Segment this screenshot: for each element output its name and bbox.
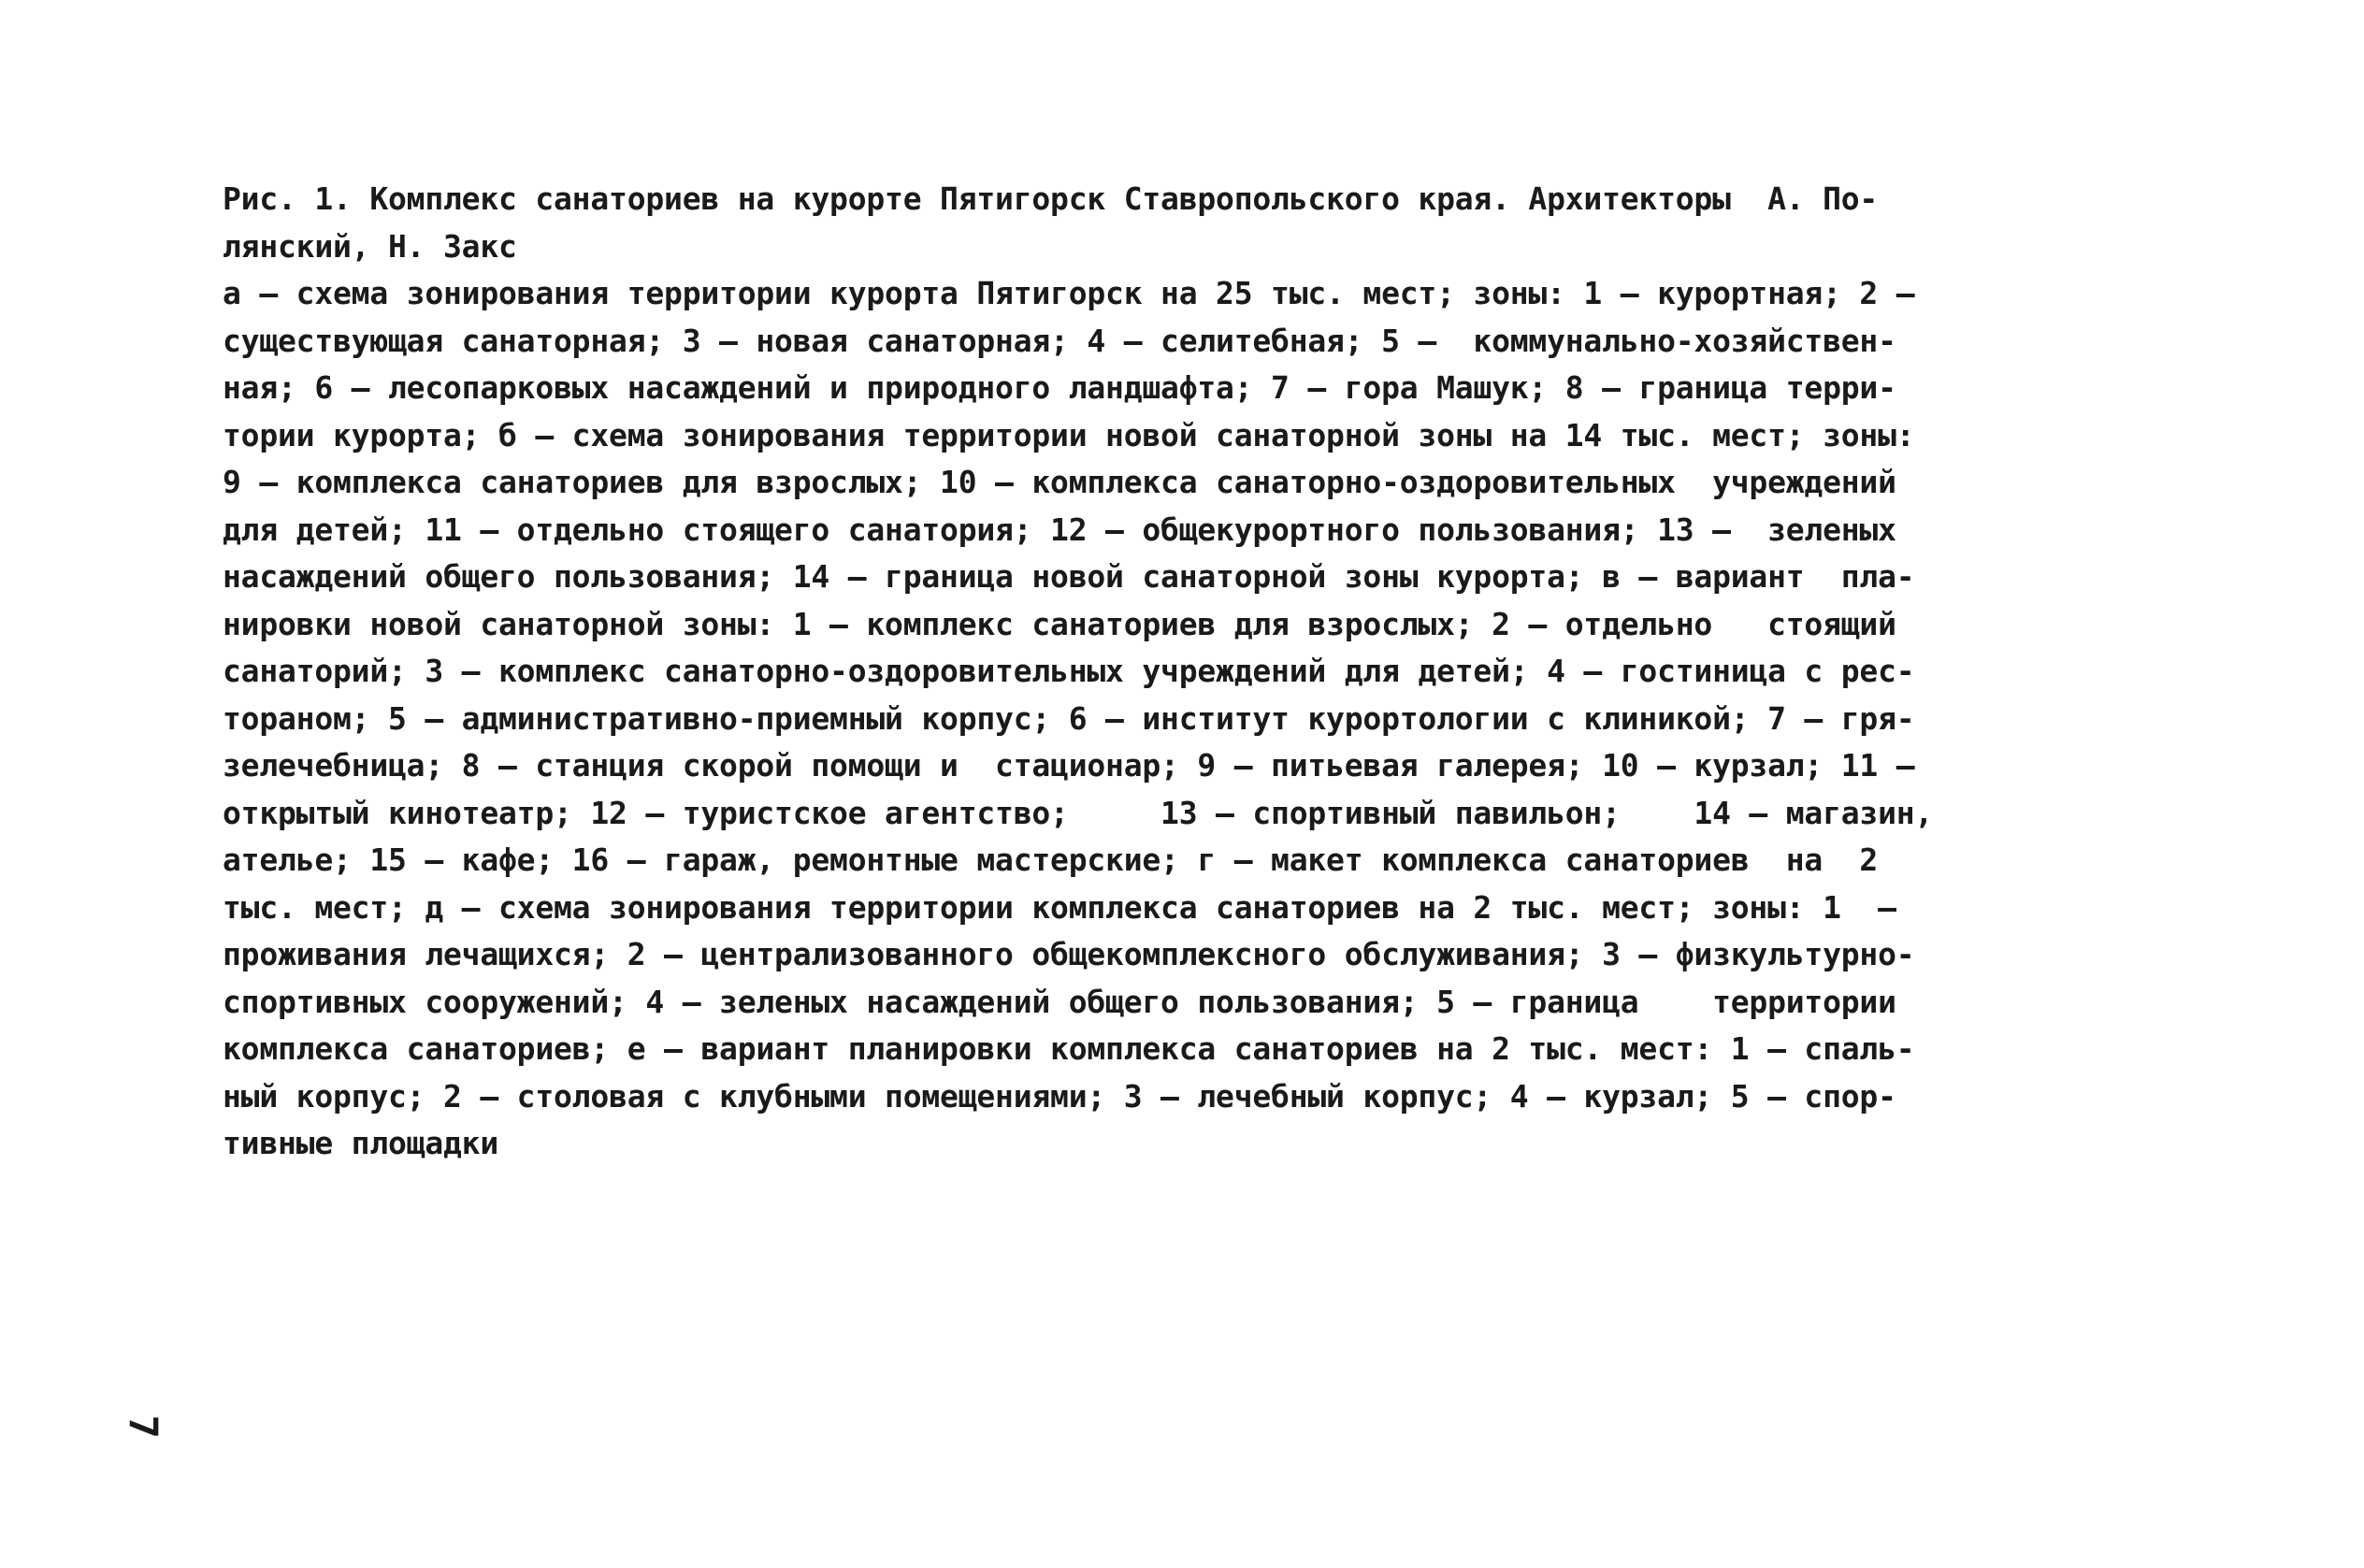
caption-line: санаторий; 3 – комплекс санаторно-оздоровительных учреждений для детей; 4 – гостиница с рес- bbox=[223, 653, 1915, 689]
caption-line: 9 – комплекса санаториев для взрослых; 10 – комплекса санаторно-оздоровительных учреждений bbox=[223, 464, 1896, 500]
caption-line: открытый кинотеатр; 12 – туристское агентство; 13 – спортивный павильон; 14 – магазин, bbox=[223, 794, 1934, 831]
caption-line: зелечебница; 8 – станция скорой помощи и стационар; 9 – питьевая галерея; 10 – курзал; 11 – bbox=[223, 747, 1915, 784]
caption-line: Рис. 1. Комплекс санаториев на курорте Пятигорск Ставропольского края. Архитекторы А. По- bbox=[223, 180, 1879, 217]
caption-line: тивные площадки bbox=[223, 1125, 499, 1161]
page-number: 7 bbox=[120, 1415, 166, 1439]
caption-line: спортивных сооружений; 4 – зеленых насаждений общего пользования; 5 – граница территории bbox=[223, 983, 1896, 1020]
caption-line: тыс. мест; д – схема зонирования территории комплекса санаториев на 2 тыс. мест; зоны: 1 – bbox=[223, 888, 1896, 926]
caption-line: комплекса санаториев; е – вариант планировки комплекса санаториев на 2 тыс. мест: 1 – спаль- bbox=[223, 1030, 1915, 1067]
caption-line: тории курорта; б – схема зонирования территории новой санаторной зоны на 14 тыс. мест; зоны: bbox=[223, 416, 1915, 453]
caption-line: а – схема зонирования территории курорта Пятигорск на 25 тыс. мест; зоны: 1 – курортная; 2 – bbox=[223, 275, 1915, 311]
caption-line: насаждений общего пользования; 14 – граница новой санаторной зоны курорта; в – вариант пла- bbox=[223, 558, 1915, 595]
caption-line: ателье; 15 – кафе; 16 – гараж, ремонтные мастерские; г – макет комплекса санаториев на 2 bbox=[223, 842, 1879, 878]
caption-line: нировки новой санаторной зоны: 1 – комплекс санаториев для взрослых; 2 – отдельно стоящий bbox=[223, 605, 1896, 642]
caption-line: существующая санаторная; 3 – новая санаторная; 4 – селитебная; 5 – коммунально-хозяйствен- bbox=[223, 322, 1896, 359]
caption-line: проживания лечащихся; 2 – централизованного общекомплексного обслуживания; 3 – физкультурно- bbox=[223, 936, 1915, 972]
caption-line: ная; 6 – лесопарковых насаждений и природного ландшафта; 7 – гора Машук; 8 – граница терри- bbox=[223, 369, 1896, 406]
caption-line: лянский, Н. Закс bbox=[223, 227, 517, 265]
figure-caption bbox=[223, 176, 2261, 1168]
caption-line: ный корпус; 2 – столовая с клубными помещениями; 3 – лечебный корпус; 4 – курзал; 5 – спор- bbox=[223, 1077, 1896, 1115]
caption-line: тораном; 5 – административно-приемный корпус; 6 – институт курортологии с клиникой; 7 – гря- bbox=[223, 699, 1915, 737]
caption-line: для детей; 11 – отдельно стоящего санатория; 12 – общекурортного пользования; 13 – зеленых bbox=[223, 511, 1896, 548]
